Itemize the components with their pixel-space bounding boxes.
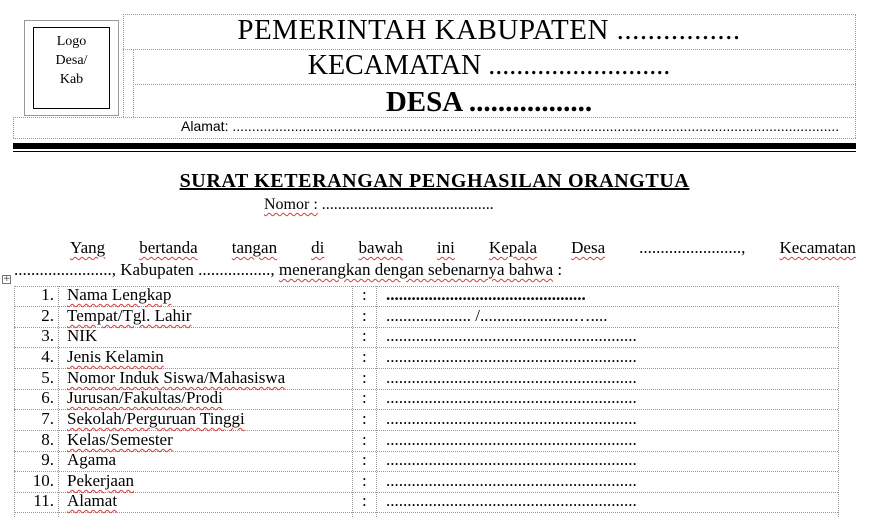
table-row xyxy=(14,450,838,471)
document-title: SURAT KETERANGAN PENGHASILAN ORANGTUA xyxy=(179,170,690,192)
intro-word: Kecamatan xyxy=(779,238,856,257)
document-number xyxy=(264,196,494,214)
intro-paragraph-line-2 xyxy=(14,260,562,280)
letterhead-thick-rule xyxy=(13,143,856,149)
table-row xyxy=(14,306,838,327)
row-value: ........................................................... xyxy=(386,326,637,345)
row-colon: : xyxy=(362,471,367,490)
header-grid-line xyxy=(13,117,14,138)
row-colon: : xyxy=(362,388,367,407)
row-label: NIK xyxy=(67,326,98,345)
intro-word: di xyxy=(311,238,325,257)
row-label: Sekolah/Perguruan Tinggi xyxy=(67,409,245,428)
row-colon: : xyxy=(362,491,367,510)
header-grid-line xyxy=(133,84,856,85)
row-value: .................... /......................….... xyxy=(386,306,608,325)
header-grid-line xyxy=(13,138,856,139)
row-value: ............................................... xyxy=(386,285,586,304)
row-number: 11. xyxy=(33,491,54,510)
intro-word: ........................, xyxy=(639,238,746,257)
logo-text-line: Kab xyxy=(59,72,84,87)
row-number: 5. xyxy=(41,368,54,387)
table-row xyxy=(14,285,838,306)
row-label: Nama Lengkap xyxy=(67,285,172,304)
logo-placeholder xyxy=(24,20,119,116)
row-number: 3. xyxy=(41,326,54,345)
row-label: Agama xyxy=(67,450,117,469)
table-row xyxy=(14,347,838,368)
row-number: 6. xyxy=(41,388,54,407)
document-number-dots: ........................................... xyxy=(321,196,494,213)
row-colon: : xyxy=(362,306,367,325)
row-label: Alamat xyxy=(67,491,118,510)
table-move-handle-icon[interactable]: + xyxy=(3,274,11,284)
row-value: ........................................................... xyxy=(386,491,637,510)
intro-word: Desa xyxy=(571,238,606,257)
table-row xyxy=(14,430,838,451)
intro-word: Yang xyxy=(70,238,106,257)
table-row xyxy=(14,326,838,347)
logo-frame xyxy=(33,27,110,109)
row-value: ........................................................... xyxy=(386,430,637,449)
header-grid-line xyxy=(855,14,856,138)
row-value: ........................................................... xyxy=(386,368,637,387)
row-number: 2. xyxy=(41,306,54,325)
intro-text: ......................., Kabupaten ................., xyxy=(14,260,275,279)
row-label: Kelas/Semester xyxy=(67,430,173,449)
row-colon: : xyxy=(362,430,367,449)
row-value: ........................................................... xyxy=(386,388,637,407)
row-number: 1. xyxy=(41,285,54,304)
row-colon: : xyxy=(362,368,367,387)
row-label: Tempat/Tgl. Lahir xyxy=(67,306,192,325)
header-district-line: KECAMATAN .......................... xyxy=(307,50,671,81)
intro-word: bawah xyxy=(358,238,403,257)
intro-word: ini xyxy=(436,238,455,257)
row-number: 10. xyxy=(32,471,54,490)
row-number: 8. xyxy=(41,430,54,449)
logo-text-line: Logo xyxy=(56,34,87,49)
intro-paragraph-line-1 xyxy=(70,238,856,258)
row-colon: : xyxy=(362,347,367,366)
row-number: 9. xyxy=(41,450,54,469)
header-village-line: DESA ................. xyxy=(385,86,593,118)
intro-text: : xyxy=(553,260,563,279)
intro-word: bertanda xyxy=(139,238,198,257)
row-label: Nomor Induk Siswa/Mahasiswa xyxy=(67,368,286,387)
row-value: ........................................................... xyxy=(386,347,637,366)
header-government-line: PEMERINTAH KABUPATEN ................ xyxy=(237,14,741,46)
table-row xyxy=(14,491,838,512)
header-address: Alamat: ............................................................................................................................................................ xyxy=(181,118,840,134)
row-value: ........................................................... xyxy=(386,450,637,469)
letterhead-thin-rule xyxy=(13,151,856,152)
row-colon: : xyxy=(362,326,367,345)
table-grid-line xyxy=(14,512,838,513)
document-number-label: Nomor : xyxy=(264,196,318,213)
table-row xyxy=(14,409,838,430)
row-colon: : xyxy=(362,285,367,304)
intro-word: Kepala xyxy=(488,238,538,257)
row-label: Jurusan/Fakultas/Prodi xyxy=(67,388,223,407)
row-colon: : xyxy=(362,450,367,469)
table-row xyxy=(14,471,838,492)
intro-word: tangan xyxy=(231,238,278,257)
row-value: ........................................................... xyxy=(386,471,637,490)
table-grid-line xyxy=(838,286,839,517)
row-number: 4. xyxy=(41,347,54,366)
table-row xyxy=(14,368,838,389)
row-label: Jenis Kelamin xyxy=(67,347,164,366)
row-label: Pekerjaan xyxy=(67,471,135,490)
logo-text-line: Desa/ xyxy=(55,53,88,68)
intro-text: menerangkan dengan sebenarnya bahwa xyxy=(278,260,554,279)
table-row xyxy=(14,388,838,409)
row-value: ........................................................... xyxy=(386,409,637,428)
row-number: 7. xyxy=(41,409,54,428)
row-colon: : xyxy=(362,409,367,428)
